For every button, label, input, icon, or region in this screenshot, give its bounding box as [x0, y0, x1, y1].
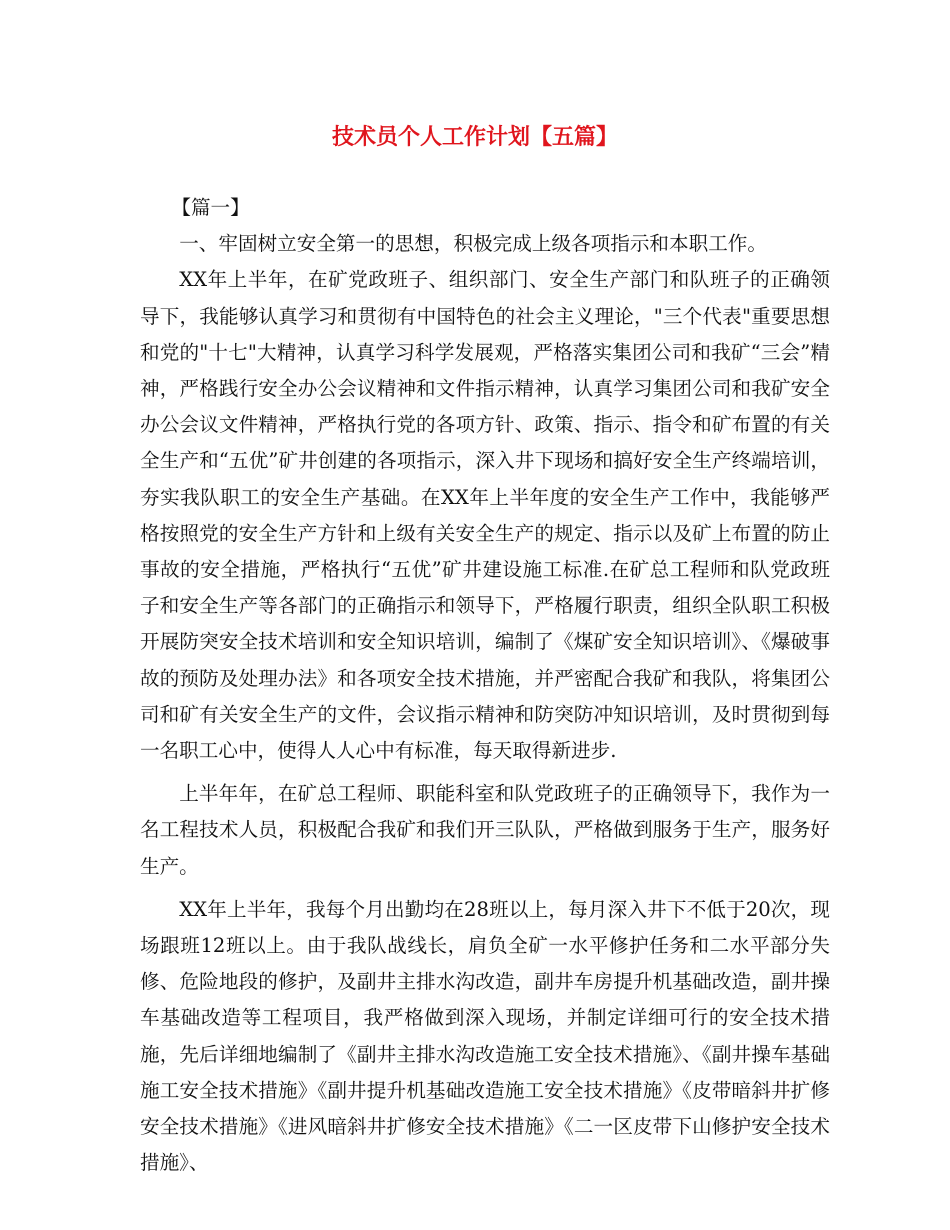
paragraph-1: 一、牢固树立安全第一的思想，积极完成上级各项指示和本职工作。 [179, 232, 767, 256]
document-body [140, 190, 830, 1181]
paragraph-2: XX年上半年，在矿党政班子、组织部门、安全生产部门和队班子的正确领导下，我能够认真学习和贯彻有中国特色的社会主义理论，"三个代表"重要思想和党的"十七"大精神，认真学习科学发展观，严格落实集团公司和我矿“三会”精神，严格践行安全办公会议精神和文件指示精神，认真学习集团公司和我矿安全办公会议文件精神，严格执行党的各项方针、政策、指示、指令和矿布置的有关全生产和“五优”矿井创建的各项指示，深入井下现场和搞好安全生产终端培训，夯实我队职工的安全生产基础。在XX年上半年度的安全生产工作中，我能够严格按照党的安全生产方针和上级有关安全生产的规定、指示以及矿上布置的防止事故的安全措施，严格执行“五优”矿井建设施工标准.在矿总工程师和队党政班子和安全生产等各部门的正确指示和领导下，严格履行职责，组织全队职工积极开展防突安全技术培训和安全知识培训，编制了《煤矿安全知识培训》、《爆破事故的预防及处理办法》和各项安全技术措施，并严密配合我矿和我队，将集团公司和矿有关安全生产的文件，会议指示精神和防突防冲知识培训，及时贯彻到每一名职工心中，使得人人心中有标准，每天取得新进步. [140, 268, 830, 763]
paragraph-4: XX年上半年，我每个月出勤均在28班以上，每月深入井下不低于20次，现场跟班12班以上。由于我队战线长，肩负全矿一水平修护任务和二水平部分失修、危险地段的修护，及副井主排水沟改造，副井车房提升机基础改造，副井操车基础改造等工程项目，我严格做到深入现场，并制定详细可行的安全技术措施，先后详细地编制了《副井主排水沟改造施工安全技术措施》、《副井操车基础施工安全技术措施》《副井提升机基础改造施工安全技术措施》《皮带暗斜井扩修安全技术措施》《进风暗斜井扩修安全技术措施》《二一区皮带下山修护安全技术措施》、 [140, 897, 830, 1175]
paragraph-3: 上半年年，在矿总工程师、职能科室和队党政班子的正确领导下，我作为一名工程技术人员，积极配合我矿和我们开三队队，严格做到服务于生产，服务好生产。 [140, 782, 830, 878]
document-title: 技术员个人工作计划【五篇】 [331, 124, 618, 150]
section-label: 【篇一】 [171, 196, 250, 219]
